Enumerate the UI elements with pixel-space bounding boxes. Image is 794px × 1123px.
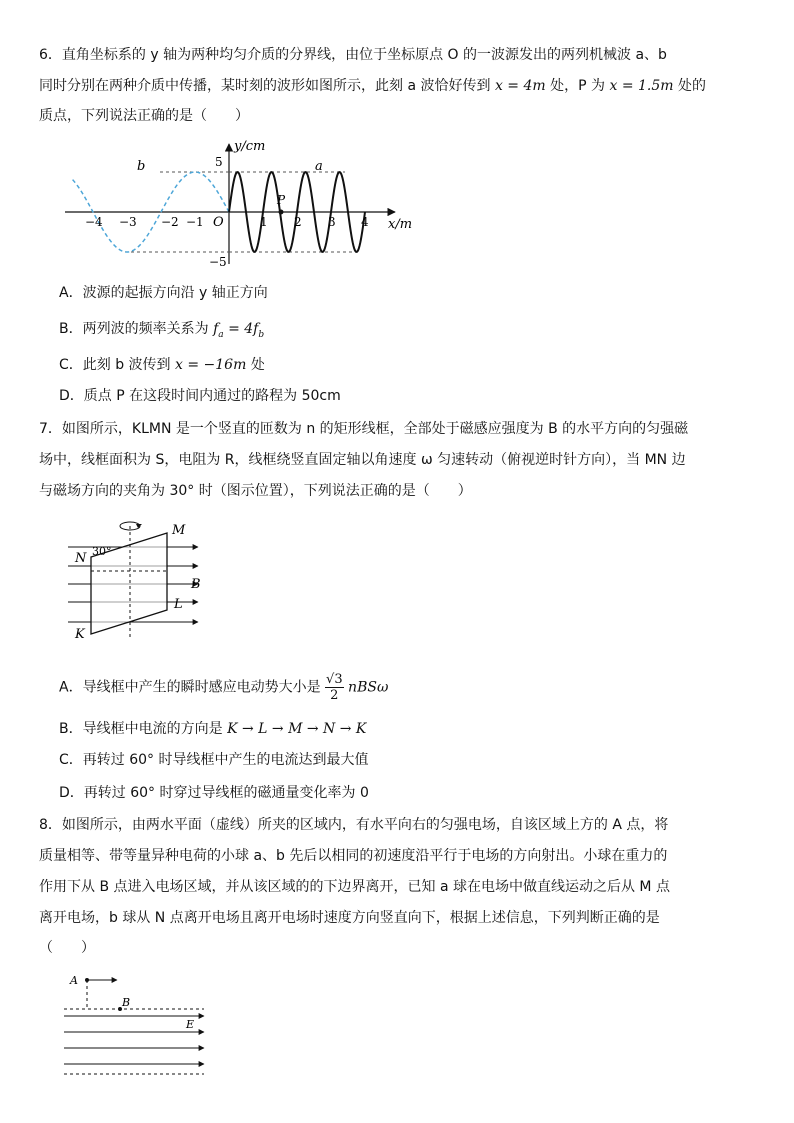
q6-label-b: b: [137, 159, 146, 174]
q6-option-b-text: B．两列波的频率关系为: [59, 321, 209, 337]
q7-option-a-text: A．导线框中产生的瞬时感应电动势大小是: [59, 679, 321, 696]
q7-stem-line1: 7．如图所示，KLMN 是一个竖直的匝数为 n 的矩形线框，全部处于磁感应强度为 B 的水平方向的匀强磁: [39, 421, 689, 437]
q6-stem-line3: 质点，下列说法正确的是（ ）: [39, 108, 249, 124]
q6-tick-3: 3: [328, 215, 336, 229]
q8-label-a: A: [70, 974, 78, 987]
q6-option-c-text1: C．此刻 b 波传到: [59, 357, 171, 373]
q6-option-d[interactable]: D．质点 P 在这段时间内通过的路程为 50cm: [59, 388, 341, 404]
q8-stem-line4: 离开电场，b 球从 N 点离开电场且离开电场时速度方向竖直向下，根据上述信息，下列判断正确的是: [39, 910, 660, 926]
q7-stem-line3: 与磁场方向的夹角为 30° 时（图示位置），下列说法正确的是（ ）: [39, 483, 472, 499]
q6-tick-2: 2: [294, 215, 302, 229]
q6-stem-line2-part3: 处的: [678, 78, 706, 94]
q8-field-figure: [60, 970, 220, 1082]
q8-label-e: E: [186, 1018, 195, 1031]
q7-option-c[interactable]: C．再转过 60° 时导线框中产生的电流达到最大值: [59, 752, 369, 768]
q6-option-c-math: x = −16m: [175, 357, 247, 373]
q7-label-m: M: [172, 523, 186, 538]
q6-stem-line2-part1: 同时分别在两种介质中传播，某时刻的波形如图所示，此刻 a 波恰好传到: [39, 78, 491, 94]
q8-label-b: B: [122, 996, 131, 1009]
q6-tick-4: 4: [361, 215, 369, 229]
q6-tick-neg3: −3: [119, 215, 137, 229]
q7-option-d[interactable]: D．再转过 60° 时穿过导线框的磁通量变化率为 0: [59, 785, 369, 801]
q6-x-4m: x = 4m: [494, 78, 546, 94]
q7-label-l: L: [174, 597, 183, 612]
q6-wave-figure: [55, 138, 415, 268]
q6-y-label: y/cm: [234, 139, 266, 154]
q7-option-b[interactable]: [59, 719, 366, 739]
q6-option-c[interactable]: [59, 355, 265, 375]
q7-option-a-denominator: 2: [330, 688, 339, 703]
q6-option-a[interactable]: A．波源的起振方向沿 y 轴正方向: [59, 285, 268, 301]
q6-tick-neg2: −2: [161, 215, 179, 229]
q7-label-b: B: [191, 577, 201, 592]
q6-option-b[interactable]: [59, 319, 264, 345]
q7-angle-label: 30°: [92, 545, 112, 558]
q7-option-a[interactable]: [59, 672, 388, 703]
q7-option-b-math: K → L → M → N → K: [227, 721, 367, 737]
q7-label-k: K: [75, 627, 85, 642]
q7-stem-line2: 场中，线框面积为 S，电阻为 R，线框绕竖直固定轴以角速度 ω 匀速转动（俯视逆时针方向），当 MN 边: [39, 452, 686, 468]
q7-option-a-numerator: √3: [326, 672, 343, 687]
q8-stem-line2: 质量相等、带等量异种电荷的小球 a、b 先后以相同的初速度沿平行于电场的方向射出。小球在重力的: [39, 848, 668, 864]
q6-stem-line1: 6．直角坐标系的 y 轴为两种均匀介质的分界线，由位于坐标原点 O 的一波源发出的两列机械波 a、b: [39, 47, 667, 63]
q6-tick-neg4: −4: [85, 215, 103, 229]
q6-stem-line2: [39, 76, 706, 96]
q8-stem-line1: 8．如图所示，由两水平面（虚线）所夹的区域内，有水平向右的匀强电场，自该区域上方的 A 点，将: [39, 817, 669, 833]
q7-option-a-fraction: [325, 672, 344, 703]
q6-tick-y-min: −5: [209, 255, 227, 268]
q6-label-a: a: [315, 159, 323, 174]
q7-option-a-tail: nBSω: [348, 679, 389, 696]
q8-stem-line5: （ ）: [39, 940, 95, 956]
q8-stem-line3: 作用下从 B 点进入电场区域，并从该区域的的下边界离开，已知 a 球在电场中做直线运动之后从 M 点: [39, 879, 670, 895]
q6-x-1-5m: x = 1.5m: [609, 78, 674, 94]
q6-option-b-math: $f_a = 4f_b$: [213, 321, 265, 340]
q7-option-b-text: B．导线框中电流的方向是: [59, 721, 223, 737]
q6-stem-line2-part2: 处，P 为: [550, 78, 606, 94]
q6-label-p: P: [277, 193, 286, 207]
q7-label-n: N: [75, 551, 87, 566]
q6-option-c-text2: 处: [250, 357, 265, 373]
q6-tick-neg1: −1: [186, 215, 204, 229]
q6-x-label: x/m: [388, 217, 413, 232]
q6-point-p: [279, 210, 284, 215]
q6-origin-label: O: [213, 215, 224, 230]
q6-tick-y-max: 5: [215, 155, 223, 169]
q7-coil-figure: [58, 512, 218, 642]
q6-tick-1: 1: [260, 215, 268, 229]
